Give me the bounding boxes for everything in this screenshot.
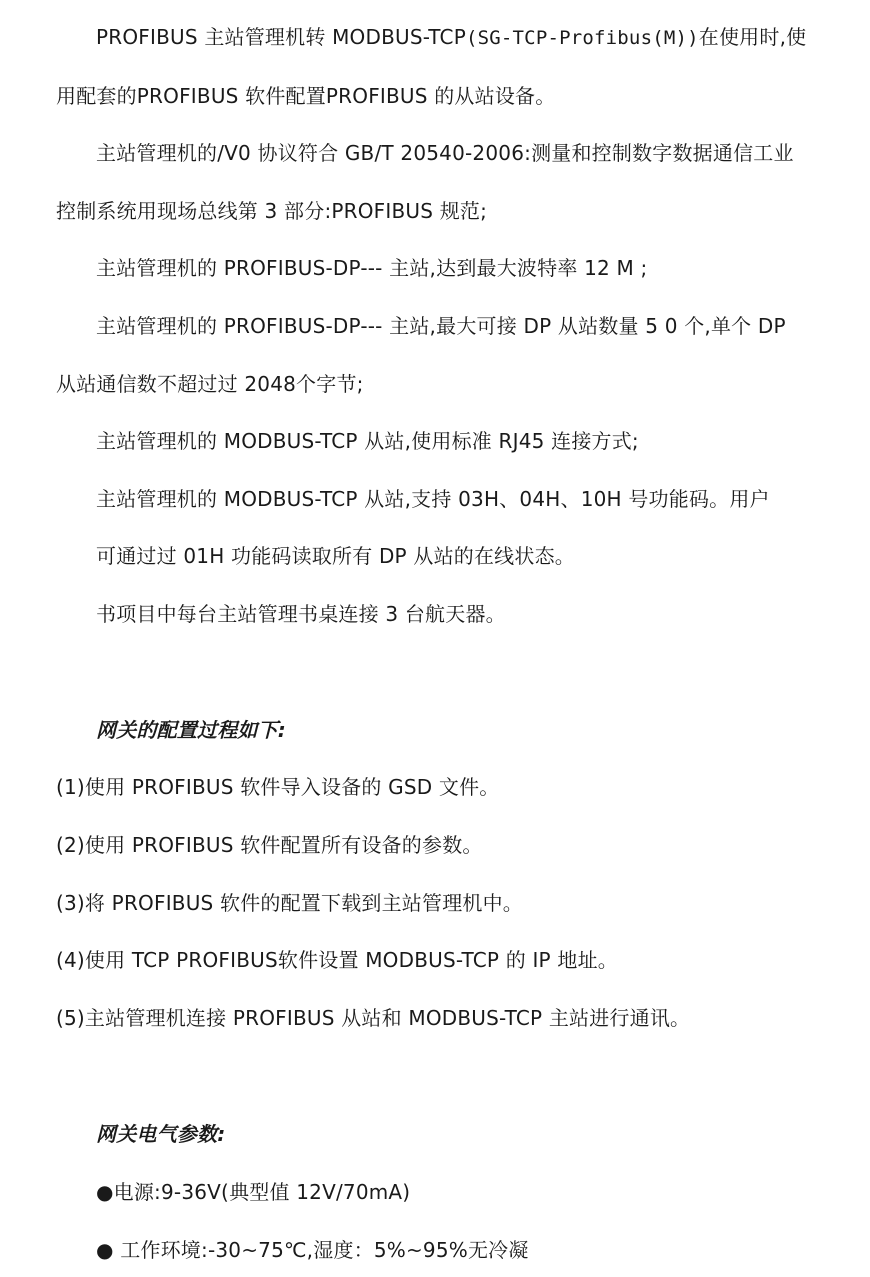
intro-line-1-suffix: 在使用时,使 [698,25,807,49]
config-step-5: (5)主站管理机连接 PROFIBUS 从站和 MODBUS-TCP 主站进行通讯。 [56,1006,691,1030]
intro-line-7: 从站通信数不超过过 2048个字节; [56,372,364,396]
config-step-3: (3)将 PROFIBUS 软件的配置下载到主站管理机中。 [56,891,524,915]
electrical-item-environment: ● 工作环境:-30~75℃,湿度：5%~95%无冷凝 [96,1238,529,1262]
intro-line-1 [96,23,806,52]
config-heading: 网关的配置过程如下: [96,718,286,742]
intro-line-5: 主站管理机的 PROFIBUS-DP--- 主站,达到最大波特率 12 M ; [96,256,648,280]
config-step-4: (4)使用 TCP PROFIBUS软件设置 MODBUS-TCP 的 IP 地址。 [56,948,618,972]
intro-line-6: 主站管理机的 PROFIBUS-DP--- 主站,最大可接 DP 从站数量 5 0 个,单个 DP [96,314,786,338]
config-step-2: (2)使用 PROFIBUS 软件配置所有设备的参数。 [56,833,483,857]
intro-line-11: 书项目中每台主站管理书桌连接 3 台航天器。 [96,602,506,626]
intro-line-3: 主站管理机的/V0 协议符合 GB/T 20540-2006:测量和控制数字数据通信工业 [96,141,794,165]
electrical-item-power: ●电源:9-36V(典型值 12V/70mA) [96,1180,411,1204]
electrical-heading: 网关电气参数: [96,1122,226,1146]
intro-line-10: 可通过过 01H 功能码读取所有 DP 从站的在线状态。 [96,544,575,568]
intro-line-9: 主站管理机的 MODBUS-TCP 从站,支持 03H、04H、10H 号功能码。用户 [96,487,770,511]
intro-line-8: 主站管理机的 MODBUS-TCP 从站,使用标准 RJ45 连接方式; [96,429,639,453]
intro-line-1-prefix: PROFIBUS 主站管理机转 MODBUS-TCP [96,25,466,49]
config-step-1: (1)使用 PROFIBUS 软件导入设备的 GSD 文件。 [56,775,500,799]
model-code: (SG-TCP-Profibus(M)) [465,27,699,49]
intro-line-2: 用配套的PROFIBUS 软件配置PROFIBUS 的从站设备。 [56,84,556,108]
intro-line-4: 控制系统用现场总线第 3 部分:PROFIBUS 规范; [56,199,488,223]
